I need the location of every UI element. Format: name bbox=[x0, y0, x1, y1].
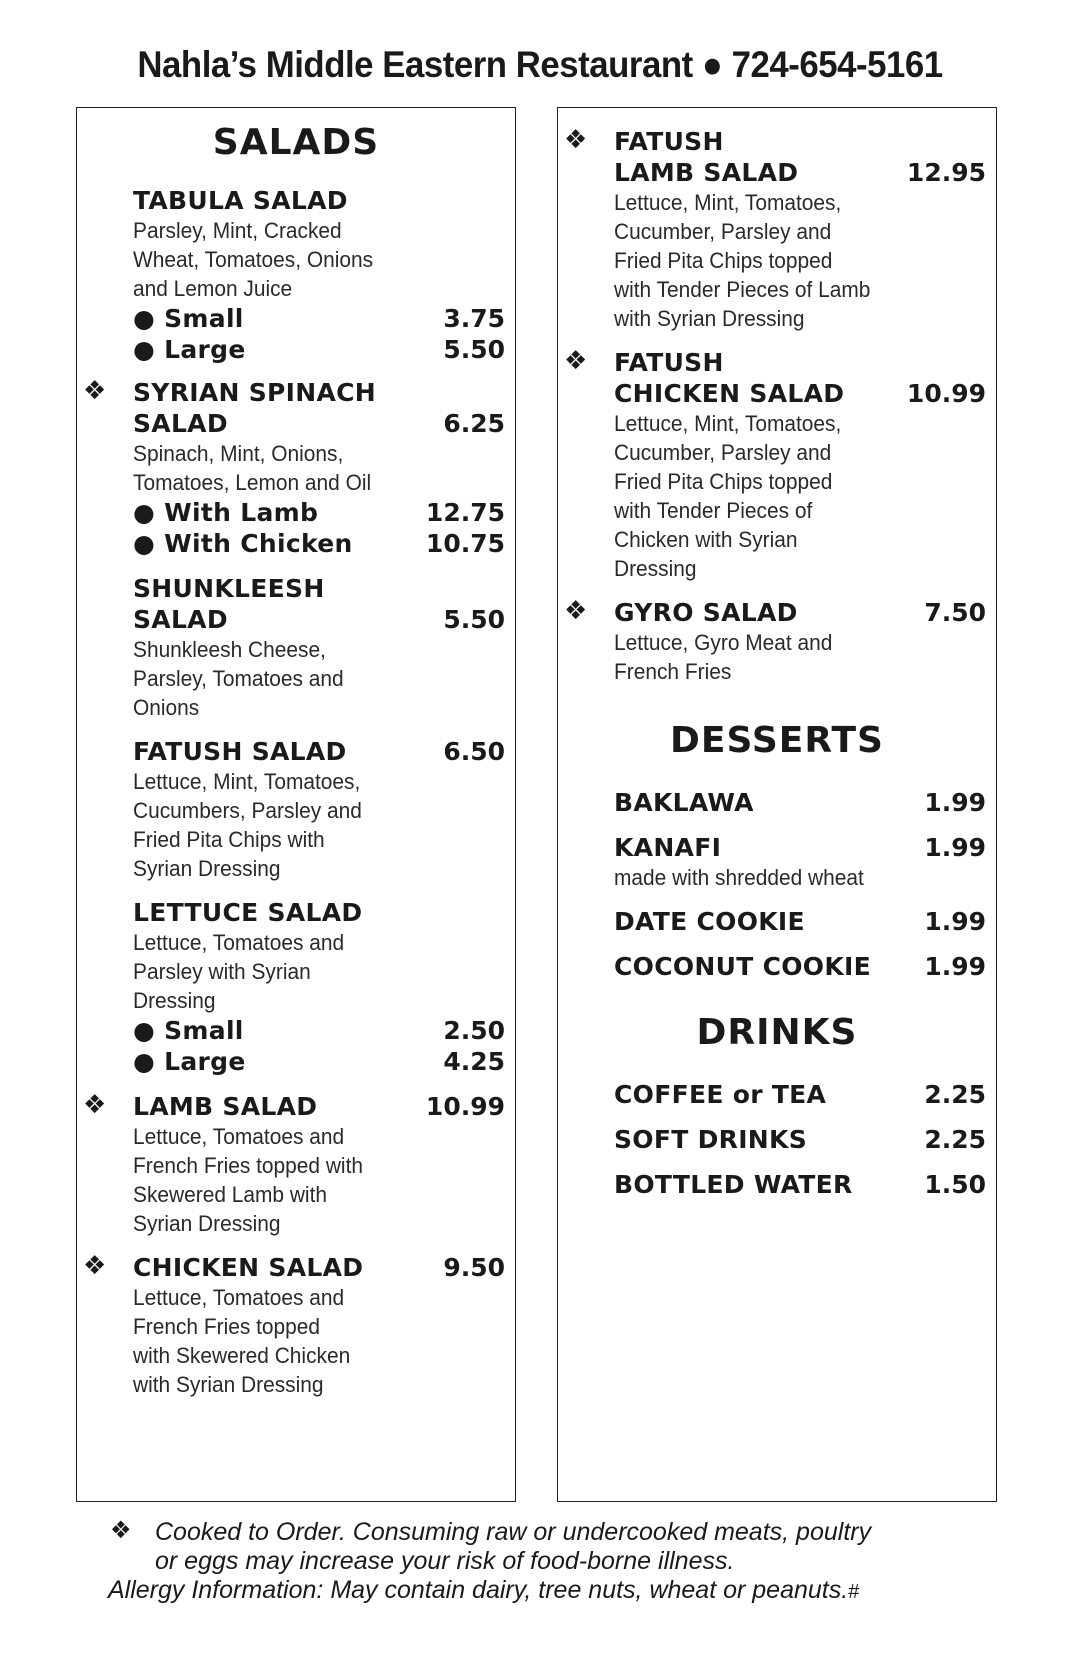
item-price: 12.95 bbox=[906, 158, 986, 187]
option-price: 4.25 bbox=[443, 1047, 505, 1076]
item-name: KANAFI bbox=[614, 833, 722, 862]
size-option-large bbox=[133, 334, 505, 365]
option-label: ● Large bbox=[133, 1047, 246, 1076]
item-price: 6.25 bbox=[443, 409, 505, 438]
restaurant-header: Nahla’s Middle Eastern Restaurant ● 724-654-5161 bbox=[137, 44, 943, 85]
raw-meat-warning-line2: or eggs may increase your risk of food-borne illness. bbox=[155, 1547, 735, 1575]
option-label: ● With Lamb bbox=[133, 498, 319, 527]
option-with-lamb bbox=[133, 497, 505, 528]
section-title-salads: SALADS bbox=[212, 122, 380, 163]
item-name: GYRO SALAD bbox=[614, 598, 798, 627]
menu-item-fatush-salad bbox=[77, 736, 515, 883]
item-name: LAMB SALAD bbox=[133, 1092, 318, 1121]
item-name: LETTUCE SALAD bbox=[133, 898, 363, 927]
option-price: 10.75 bbox=[425, 529, 505, 558]
item-name-line1: FATUSH bbox=[614, 348, 724, 377]
menu-item-kanafi bbox=[558, 832, 996, 892]
menu-item-lettuce-salad bbox=[77, 897, 515, 1077]
item-description: Lettuce, Gyro Meat and French Fries bbox=[614, 630, 833, 684]
option-price: 5.50 bbox=[443, 335, 505, 364]
menu-item-bottled-water bbox=[558, 1169, 996, 1200]
section-title-drinks: DRINKS bbox=[696, 1012, 858, 1053]
option-price: 12.75 bbox=[425, 498, 505, 527]
item-name: COCONUT COOKIE bbox=[614, 952, 871, 981]
item-price: 10.99 bbox=[906, 379, 986, 408]
item-description: Parsley, Mint, Cracked Wheat, Tomatoes, Onions and Lemon Juice bbox=[133, 218, 374, 301]
cooked-to-order-marker-icon: ❖ bbox=[110, 1516, 132, 1544]
item-price: 2.25 bbox=[924, 1125, 986, 1154]
item-description: Shunkleesh Cheese, Parsley, Tomatoes and Onions bbox=[133, 637, 344, 720]
raw-meat-warning-line1: Cooked to Order. Consuming raw or undercooked meats, poultry bbox=[155, 1518, 872, 1546]
option-label: ● Small bbox=[133, 304, 244, 333]
menu-item-fatush-lamb-salad bbox=[558, 126, 996, 333]
section-title-desserts: DESSERTS bbox=[670, 720, 884, 761]
size-option-small bbox=[133, 303, 505, 334]
item-price: 1.99 bbox=[924, 788, 986, 817]
cooked-to-order-marker-icon: ❖ bbox=[564, 125, 588, 155]
menu-item-shunkleesh-salad bbox=[77, 573, 515, 722]
item-name-line2: SALAD bbox=[133, 409, 228, 438]
item-price: 2.25 bbox=[924, 1080, 986, 1109]
item-description: Lettuce, Mint, Tomatoes, Cucumbers, Parsley and Fried Pita Chips with Syrian Dressing bbox=[133, 769, 362, 881]
option-price: 2.50 bbox=[443, 1016, 505, 1045]
item-description: Spinach, Mint, Onions, Tomatoes, Lemon and Oil bbox=[133, 441, 372, 495]
item-name-line1: FATUSH bbox=[614, 127, 724, 156]
option-with-chicken bbox=[133, 528, 505, 559]
cooked-to-order-marker-icon: ❖ bbox=[564, 346, 588, 376]
cooked-to-order-marker-icon: ❖ bbox=[83, 1251, 107, 1281]
item-price: 9.50 bbox=[443, 1253, 505, 1282]
item-price: 1.50 bbox=[924, 1170, 986, 1199]
item-price: 1.99 bbox=[924, 833, 986, 862]
item-description: Lettuce, Mint, Tomatoes, Cucumber, Parsley and Fried Pita Chips topped with Tender Pieces of Chicken with Syrian Dressing bbox=[614, 411, 842, 581]
item-name-line2: SALAD bbox=[133, 605, 228, 634]
item-name-line2: CHICKEN SALAD bbox=[614, 379, 845, 408]
cooked-to-order-marker-icon: ❖ bbox=[83, 376, 107, 406]
item-price: 7.50 bbox=[924, 598, 986, 627]
option-label: ● With Chicken bbox=[133, 529, 353, 558]
menu-item-soft-drinks bbox=[558, 1124, 996, 1155]
size-option-large bbox=[133, 1046, 505, 1077]
item-price: 1.99 bbox=[924, 907, 986, 936]
item-description: Lettuce, Tomatoes and French Fries topped with Skewered Chicken with Syrian Dressing bbox=[133, 1285, 351, 1397]
item-name: DATE COOKIE bbox=[614, 907, 805, 936]
menu-item-date-cookie bbox=[558, 906, 996, 937]
size-option-small bbox=[133, 1015, 505, 1046]
allergy-text: Allergy Information: May contain dairy, tree nuts, wheat or peanuts. bbox=[108, 1576, 849, 1604]
item-description: Lettuce, Mint, Tomatoes, Cucumber, Parsley and Fried Pita Chips topped with Tender Pieces of Lamb with Syrian Dressing bbox=[614, 190, 871, 331]
item-price: 6.50 bbox=[443, 737, 505, 766]
menu-footer-notice bbox=[100, 1518, 1000, 1607]
cooked-to-order-marker-icon: ❖ bbox=[564, 596, 588, 626]
item-name: BAKLAWA bbox=[614, 788, 754, 817]
item-price: 5.50 bbox=[443, 605, 505, 634]
menu-item-fatush-chicken-salad bbox=[558, 347, 996, 583]
item-name-line2: LAMB SALAD bbox=[614, 158, 799, 187]
item-price: 1.99 bbox=[924, 952, 986, 981]
item-name: BOTTLED WATER bbox=[614, 1170, 853, 1199]
item-description: Lettuce, Tomatoes and Parsley with Syrian Dressing bbox=[133, 930, 345, 1013]
allergy-information bbox=[100, 1576, 1000, 1607]
menu-item-baklawa bbox=[558, 787, 996, 818]
item-description: made with shredded wheat bbox=[614, 865, 864, 890]
salads-desserts-drinks-column-right bbox=[557, 107, 997, 1502]
item-price: 10.99 bbox=[425, 1092, 505, 1121]
item-name: COFFEE or TEA bbox=[614, 1080, 827, 1109]
item-name-line1: SHUNKLEESH bbox=[133, 574, 325, 603]
option-label: ● Large bbox=[133, 335, 246, 364]
footer-code: # bbox=[848, 1581, 860, 1603]
menu-item-coconut-cookie bbox=[558, 951, 996, 982]
menu-item-tabula-salad bbox=[77, 185, 515, 365]
item-name: SOFT DRINKS bbox=[614, 1125, 807, 1154]
menu-item-coffee-or-tea bbox=[558, 1079, 996, 1110]
item-name-line1: SYRIAN SPINACH bbox=[133, 378, 377, 407]
menu-item-lamb-salad bbox=[77, 1091, 515, 1238]
menu-item-chicken-salad bbox=[77, 1252, 515, 1399]
item-name: CHICKEN SALAD bbox=[133, 1253, 364, 1282]
item-name: TABULA SALAD bbox=[133, 186, 348, 215]
item-name: FATUSH SALAD bbox=[133, 737, 347, 766]
salads-column-left bbox=[76, 107, 516, 1502]
menu-item-gyro-salad bbox=[558, 597, 996, 686]
menu-item-syrian-spinach-salad bbox=[77, 377, 515, 559]
item-description: Lettuce, Tomatoes and French Fries topped with Skewered Lamb with Syrian Dressing bbox=[133, 1124, 364, 1236]
cooked-to-order-marker-icon: ❖ bbox=[83, 1090, 107, 1120]
option-price: 3.75 bbox=[443, 304, 505, 333]
option-label: ● Small bbox=[133, 1016, 244, 1045]
